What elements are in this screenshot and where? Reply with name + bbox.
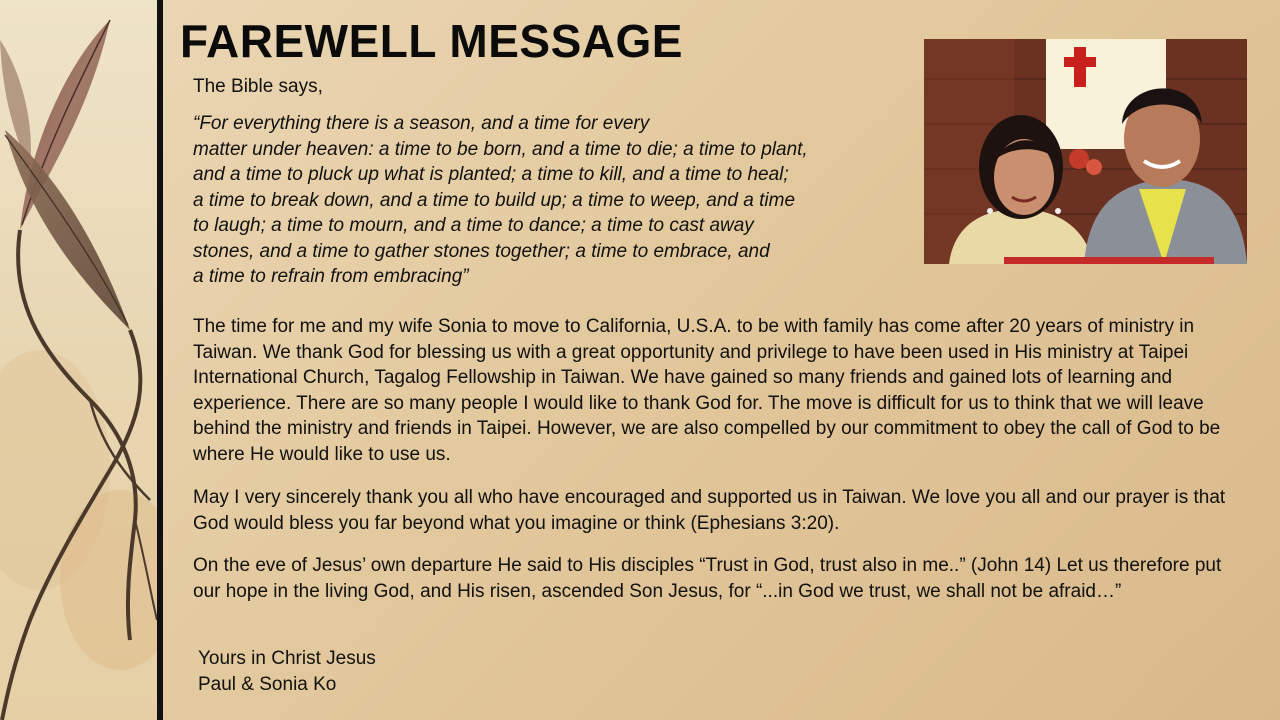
signature-names: Paul & Sonia Ko bbox=[198, 674, 337, 695]
vertical-divider bbox=[157, 0, 163, 720]
signature-block bbox=[198, 646, 376, 698]
signature-closing: Yours in Christ Jesus bbox=[198, 648, 376, 669]
bible-verse-quote: “For everything there is a season, and a time for every matter under heaven: a time to be born, and a time to die; a time to plant, and a time to pluck up what is planted; a time to kill, and a time to heal; a time to break down, and a time to build up; a time to weep, and a time to laugh; a time to mourn, and a time to dance; a time to cast away stones, and a time to gather stones together; a time to embrace, and a time to refrain from embracing” bbox=[193, 113, 808, 287]
couple-photo bbox=[924, 39, 1247, 264]
intro-text: The Bible says, bbox=[193, 76, 323, 97]
message-paragraph-2: May I very sincerely thank you all who have encouraged and supported us in Taiwan. We love you all and our prayer is that God would bless you far beyond what you imagine or think (Ephesians 3:20). bbox=[193, 487, 1226, 534]
decorative-leaf-panel bbox=[0, 0, 157, 720]
message-paragraph-3: On the eve of Jesus’ own departure He said to His disciples “Trust in God, trust also in me..” (John 14) Let us therefore put our hope in the living God, and His risen, ascended Son Jesus, for “...in God we trust, we shall not be afraid…” bbox=[193, 555, 1222, 602]
page-title: FAREWELL MESSAGE bbox=[180, 15, 683, 67]
leaf-branch-illustration bbox=[0, 0, 157, 720]
message-paragraph-1: The time for me and my wife Sonia to move to California, U.S.A. to be with family has come after 20 years of ministry in Taiwan. We thank God for blessing us with a great opportunity and privilege to have been used in His ministry at Taipei International Church, Tagalog Fellowship in Taiwan. We have gained so many friends and gained lots of learning and experience. There are so many people I would like to thank God for. The move is difficult for us to think that we will leave behind the ministry and friends in Taipei. However, we are also compelled by our commitment to obey the call of God to be where He would like to use us. bbox=[193, 316, 1221, 465]
